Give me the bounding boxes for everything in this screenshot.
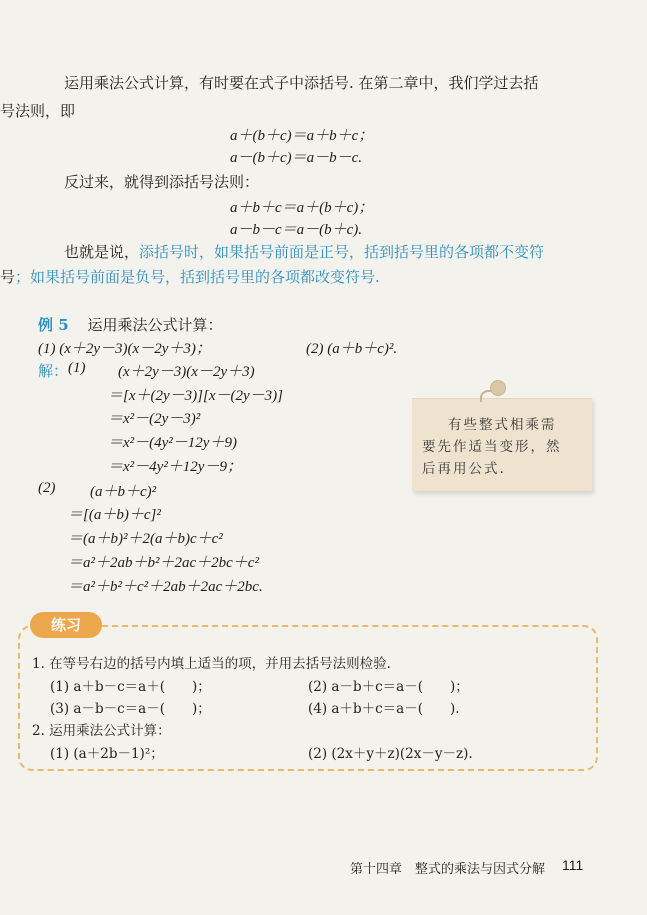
solution-2-line: ＝a²＋b²＋c²＋2ab＋2ac＋2bc. [68, 579, 263, 595]
practice-tag: 练习 [30, 612, 102, 638]
example-title: 运用乘法公式计算： [87, 316, 223, 334]
solution-1-number: (1) [68, 360, 86, 376]
practice-item: (3) a－b－c＝a－( )； [50, 701, 211, 717]
chapter-footer: 第十四章 整式的乘法与因式分解 [350, 862, 546, 877]
solution-1-line: ＝x²－(4y²－12y＋9) [108, 435, 237, 451]
reverse-text: 反过来，就得到添括号法则： [64, 173, 260, 191]
solution-2-number: (2) [38, 480, 56, 496]
rule-line-2: ；如果括号前面是负号，括到括号里的各项都改变符号. [15, 268, 380, 286]
rule-line-2-cut: 号 [0, 268, 16, 286]
intro-line-1: 运用乘法公式计算，有时要在式子中添括号. 在第二章中，我们学过去括 [64, 74, 539, 92]
solution-1-line: ＝x²－4y²＋12y－9； [108, 459, 242, 475]
rule-prefix: 也就是说， [64, 243, 140, 261]
rule-line-1 [64, 241, 544, 262]
solution-2-line: ＝(a＋b)²＋2(a＋b)c＋c² [68, 531, 223, 547]
tip-note-line: 要先作适当变形，然 [422, 439, 562, 455]
equation-remove-plus: a＋(b＋c)＝a＋b＋c； [230, 128, 374, 144]
practice-item: (4) a＋b＋c＝a－( ). [308, 701, 460, 717]
tip-note-line: 后再用公式. [422, 461, 506, 477]
example-heading [38, 314, 222, 335]
intro-line-2: 法则，即 [15, 102, 76, 120]
pin-icon [490, 380, 506, 396]
solution-label: 解： [38, 362, 69, 380]
solution-1-line: (x＋2y－3)(x－2y＋3) [118, 364, 255, 380]
example-question-2: (2) (a＋b＋c)². [306, 341, 398, 357]
solution-2-line: (a＋b＋c)² [90, 484, 157, 500]
intro-line-2-cut: 号 [0, 102, 16, 120]
equation-add-plus: a＋b＋c＝a＋(b＋c)； [230, 200, 374, 216]
equation-remove-minus: a－(b＋c)＝a－b－c. [230, 150, 363, 166]
practice-problem-2: 2. 运用乘法公式计算： [32, 723, 171, 739]
practice-item: (1) a＋b－c＝a＋( )； [50, 679, 211, 695]
practice-item: (1) (a＋2b－1)²； [50, 746, 164, 762]
equation-add-minus: a－b－c＝a－(b＋c). [230, 222, 363, 238]
solution-2-line: ＝a²＋2ab＋b²＋2ac＋2bc＋c² [68, 555, 259, 571]
example-question-1: (1) (x＋2y－3)(x－2y＋3)； [38, 341, 211, 357]
solution-1-line: ＝[x＋(2y－3)][x－(2y－3)] [108, 388, 283, 404]
example-label: 例 5 [38, 316, 69, 334]
practice-problem-1: 1. 在等号右边的括号内填上适当的项，并用去括号法则检验. [32, 656, 391, 672]
tip-note-line: 有些整式相乘需 [448, 417, 557, 433]
rule-text-1: 添括号时，如果括号前面是正号，括到括号里的各项都不变符 [139, 243, 545, 261]
solution-1-line: ＝x²－(2y－3)² [108, 411, 201, 427]
practice-item: (2) (2x＋y＋z)(2x－y－z). [308, 746, 473, 762]
solution-2-line: ＝[(a＋b)＋c]² [68, 507, 161, 523]
practice-item: (2) a－b＋c＝a－( )； [308, 679, 469, 695]
page-number: 111 [562, 857, 584, 873]
